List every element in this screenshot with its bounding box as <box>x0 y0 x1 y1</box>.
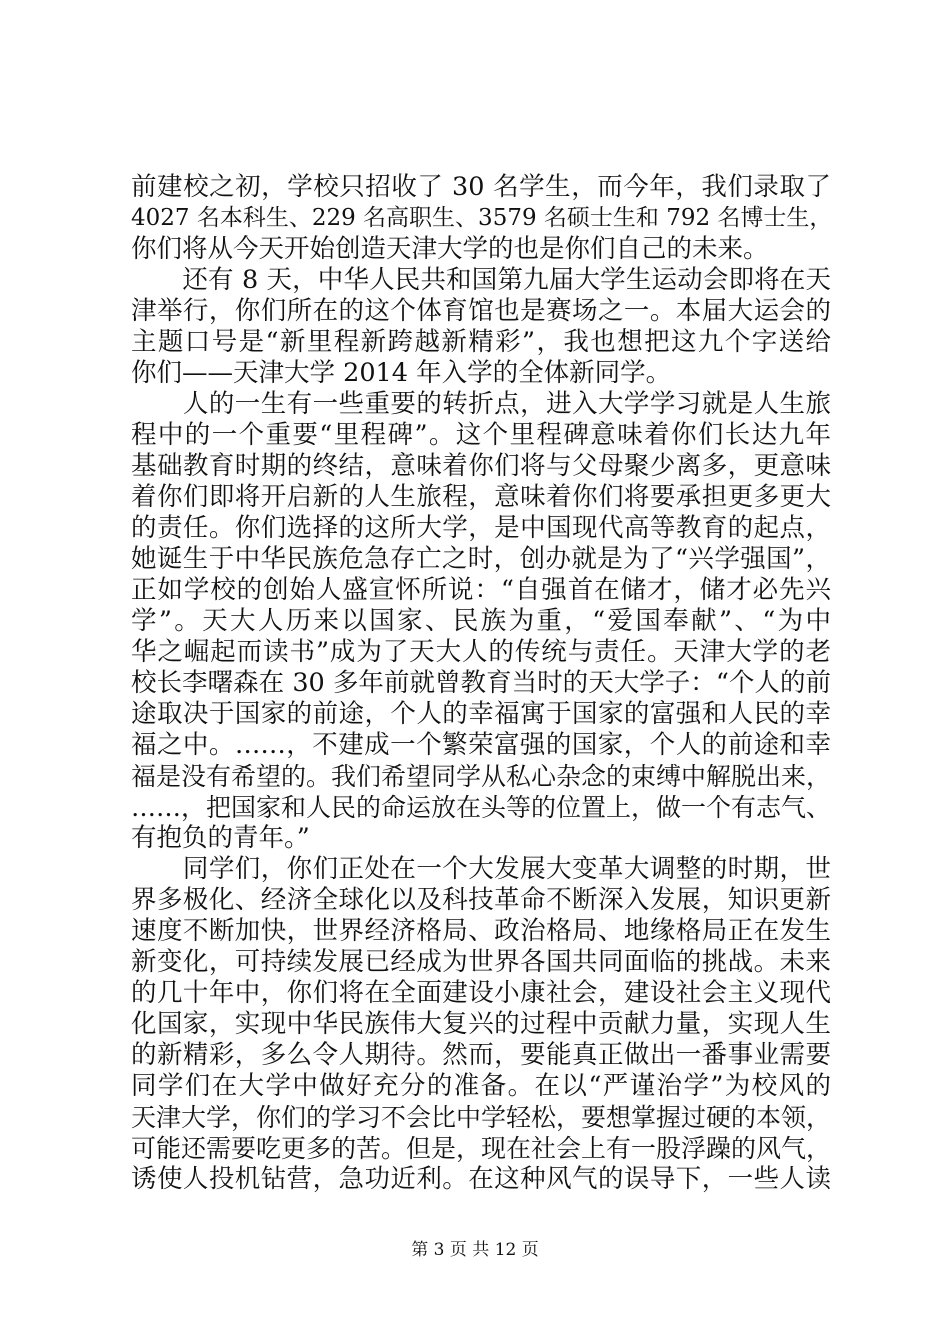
text-line: 化国家，实现中华民族伟大复兴的过程中贡献力量，实现人生 <box>131 1009 831 1039</box>
text-line: 津举行，你们所在的这个体育馆也是赛场之一。本届大运会的 <box>131 296 831 326</box>
text-line: 有抱负的青年。” <box>131 823 310 853</box>
text-line: 着你们即将开启新的人生旅程，意味着你们将要承担更多更大 <box>131 482 831 512</box>
text-line: 学”。天大人历来以国家、民族为重，“爱国奉献”、“为中 <box>131 606 831 636</box>
text-line: 主题口号是“新里程新跨越新精彩”，我也想把这九个字送给 <box>131 327 831 357</box>
body-text <box>131 172 831 1195</box>
text-line: 还有 8 天，中华人民共和国第九届大学生运动会即将在天 <box>131 265 831 295</box>
text-line: 同学们在大学中做好充分的准备。在以“严谨治学”为校风的 <box>131 1071 831 1101</box>
text-line: 程中的一个重要“里程碑”。这个里程碑意味着你们长达九年 <box>131 420 831 450</box>
text-line: 你们——天津大学 2014 年入学的全体新同学。 <box>131 358 672 388</box>
text-line: 前建校之初，学校只招收了 30 名学生，而今年，我们录取了 <box>131 172 831 202</box>
page-footer: 第 3 页 共 12 页 <box>411 1240 539 1260</box>
text-line: 华之崛起而读书”成为了天大人的传统与责任。天津大学的老 <box>131 637 831 667</box>
text-line: 的几十年中，你们将在全面建设小康社会，建设社会主义现代 <box>131 978 831 1008</box>
text-line: 你们将从今天开始创造天津大学的也是你们自己的未来。 <box>131 234 769 264</box>
text-line: 基础教育时期的终结，意味着你们将与父母聚少离多，更意味 <box>131 451 831 481</box>
text-line: 的责任。你们选择的这所大学，是中国现代高等教育的起点， <box>131 513 831 543</box>
text-line: 途取决于国家的前途，个人的幸福寓于国家的富强和人民的幸 <box>131 699 831 729</box>
text-line: 界多极化、经济全球化以及科技革命不断深入发展，知识更新 <box>131 885 831 915</box>
text-line: 可能还需要吃更多的苦。但是，现在社会上有一股浮躁的风气， <box>131 1134 832 1163</box>
text-line: 速度不断加快，世界经济格局、政治格局、地缘格局正在发生 <box>131 916 831 946</box>
text-line: 正如学校的创始人盛宣怀所说：“自强首在储才，储才必先兴 <box>131 575 831 605</box>
text-line: 诱使人投机钻营，急功近利。在这种风气的误导下，一些人读 <box>131 1164 831 1194</box>
text-line: 福是没有希望的。我们希望同学从私心杂念的束缚中解脱出来， <box>131 762 832 791</box>
text-line: 天津大学，你们的学习不会比中学轻松，要想掌握过硬的本领， <box>131 1103 832 1132</box>
text-line: 的新精彩，多么令人期待。然而，要能真正做出一番事业需要 <box>131 1040 831 1070</box>
text-line: 新变化，可持续发展已经成为世界各国共同面临的挑战。未来 <box>131 947 831 977</box>
text-line: 她诞生于中华民族危急存亡之时，创办就是为了“兴学强国”， <box>131 544 831 574</box>
text-line: 4027 名本科生、229 名高职生、3579 名硕士生和 792 名博士生， <box>131 205 833 231</box>
text-line: 校长李曙森在 30 多年前就曾教育当时的天大学子：“个人的前 <box>131 668 831 698</box>
text-line: 同学们，你们正处在一个大发展大变革大调整的时期，世 <box>131 854 831 884</box>
text-line: 人的一生有一些重要的转折点，进入大学学习就是人生旅 <box>131 389 831 419</box>
text-line: ……，把国家和人民的命运放在头等的位置上，做一个有志气、 <box>131 793 832 822</box>
text-line: 福之中。……，不建成一个繁荣富强的国家，个人的前途和幸 <box>131 730 831 760</box>
